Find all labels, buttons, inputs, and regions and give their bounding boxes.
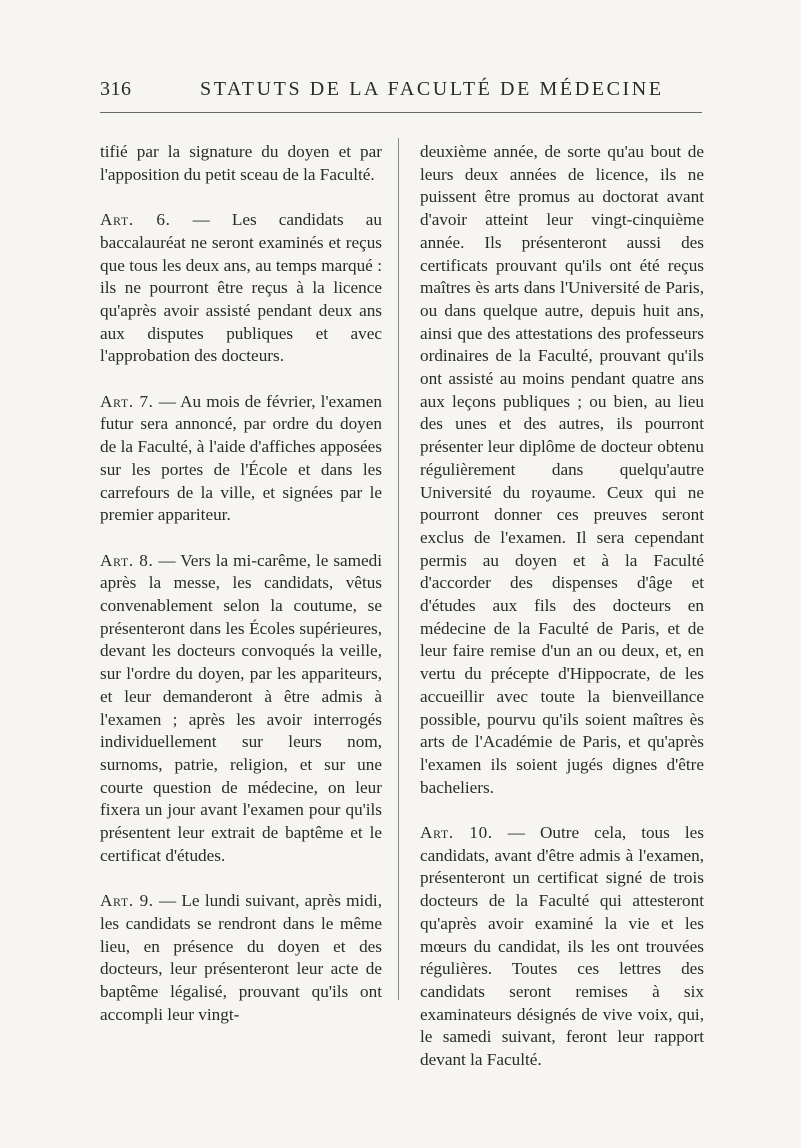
- article-label: Art. 10.: [420, 823, 493, 843]
- page-header: [100, 78, 720, 108]
- page-number: 316: [100, 78, 132, 100]
- article-text: — Vers la mi-carême, le samedi après la messe, les candidats, vêtus convenablement selon la coutume, se présenteront dans les Écoles supérieures, devant les docteurs convoqués la veille, sur l'ordre du doyen, par les appariteurs, et leur demanderont à être admis à l'examen ; après les avoir interrogés individuellement sur leurs nom, surnoms, patrie, religion, et sur une courte question de médecine, on leur fixera un jour avant l'examen pour qu'ils présentent leur extrait de baptême et le certificat d'études.: [100, 550, 382, 865]
- paragraph-continuation: deuxième année, de sorte qu'au bout de leurs deux années de licence, ils ne puissent être promus au doctorat avant d'avoir atteint leur vingt-cinquième année. Ils présenteront aussi des certificats prouvant qu'ils ont été reçus maîtres ès arts dans l'Université de Paris, ou dans quelque autre, depuis huit ans, ainsi que des attestations des professeurs ordinaires de la Faculté, prouvant qu'ils ont assisté au moins pendant quatre ans aux leçons publiques ; ou bien, au lieu des unes et des autres, ils pourront présenter leur diplôme de docteur obtenu régulièrement dans quelqu'autre Université du royaume. Ceux qui ne pourront donner ces preuves seront exclus de l'examen. Il sera cependant permis au doyen et à la Faculté d'accorder des dispenses d'âge et d'études aux fils des docteurs en médecine de la Faculté de Paris, et de leur faire remise d'un an ou deux, et, en vertu du précepte d'Hippocrate, de les accueillir avec toute la bienveillance possible, pourvu qu'ils soient maîtres ès arts de l'Académie de Paris, et qu'après l'examen ils soient jugés dignes d'être bacheliers.: [420, 142, 704, 797]
- article-text: — Les candidats au baccalauréat ne seront examinés et reçus que tous les deux ans, au temps marqué : ils ne pourront être reçus à la licence qu'après avoir assisté pendant deux ans aux disputes publiques et avec l'approbation des docteurs.: [100, 210, 382, 366]
- article-10: [420, 822, 704, 1072]
- article-label: Art. 6.: [100, 210, 171, 230]
- article-label: Art. 8.: [100, 550, 154, 570]
- article-text: — Au mois de février, l'examen futur sera annoncé, par ordre du doyen de la Faculté, à l'aide d'affiches apposées sur les portes de l'École et dans les carrefours de la ville, et signées par le premier appariteur.: [100, 391, 382, 525]
- right-column: [420, 141, 704, 1072]
- article-label: Art. 7.: [100, 391, 154, 411]
- article-text: — Le lundi suivant, après midi, les candidats se rendront dans le même lieu, en présence du doyen et des docteurs, leur présenteront leur acte de baptême légalisé, prouvant qu'ils ont accompli leur vingt-: [100, 891, 382, 1024]
- article-text: — Outre cela, tous les candidats, avant d'être admis à l'examen, présenteront un certificat signé de trois docteurs de la Faculté qui attesteront qu'après avoir examiné la vie et les mœurs du candidat, ils les ont trouvées régulières. Toutes ces lettres des candidats seront remises à six examinateurs désignés de vive voix, qui, le samedi suivant, feront leur rapport devant la Faculté.: [420, 823, 704, 1070]
- paragraph-continuation: tifié par la signature du doyen et par l'apposition du petit sceau de la Faculté.: [100, 142, 382, 184]
- column-divider: [398, 138, 399, 1000]
- left-column: [100, 141, 382, 1026]
- header-rule: [100, 112, 702, 113]
- article-label: Art. 9.: [100, 891, 154, 911]
- running-title: STATUTS DE LA FACULTÉ DE MÉDECINE: [200, 78, 664, 100]
- article-8: [100, 550, 382, 868]
- article-6: [100, 209, 382, 368]
- article-7: [100, 391, 382, 527]
- article-9: [100, 890, 382, 1026]
